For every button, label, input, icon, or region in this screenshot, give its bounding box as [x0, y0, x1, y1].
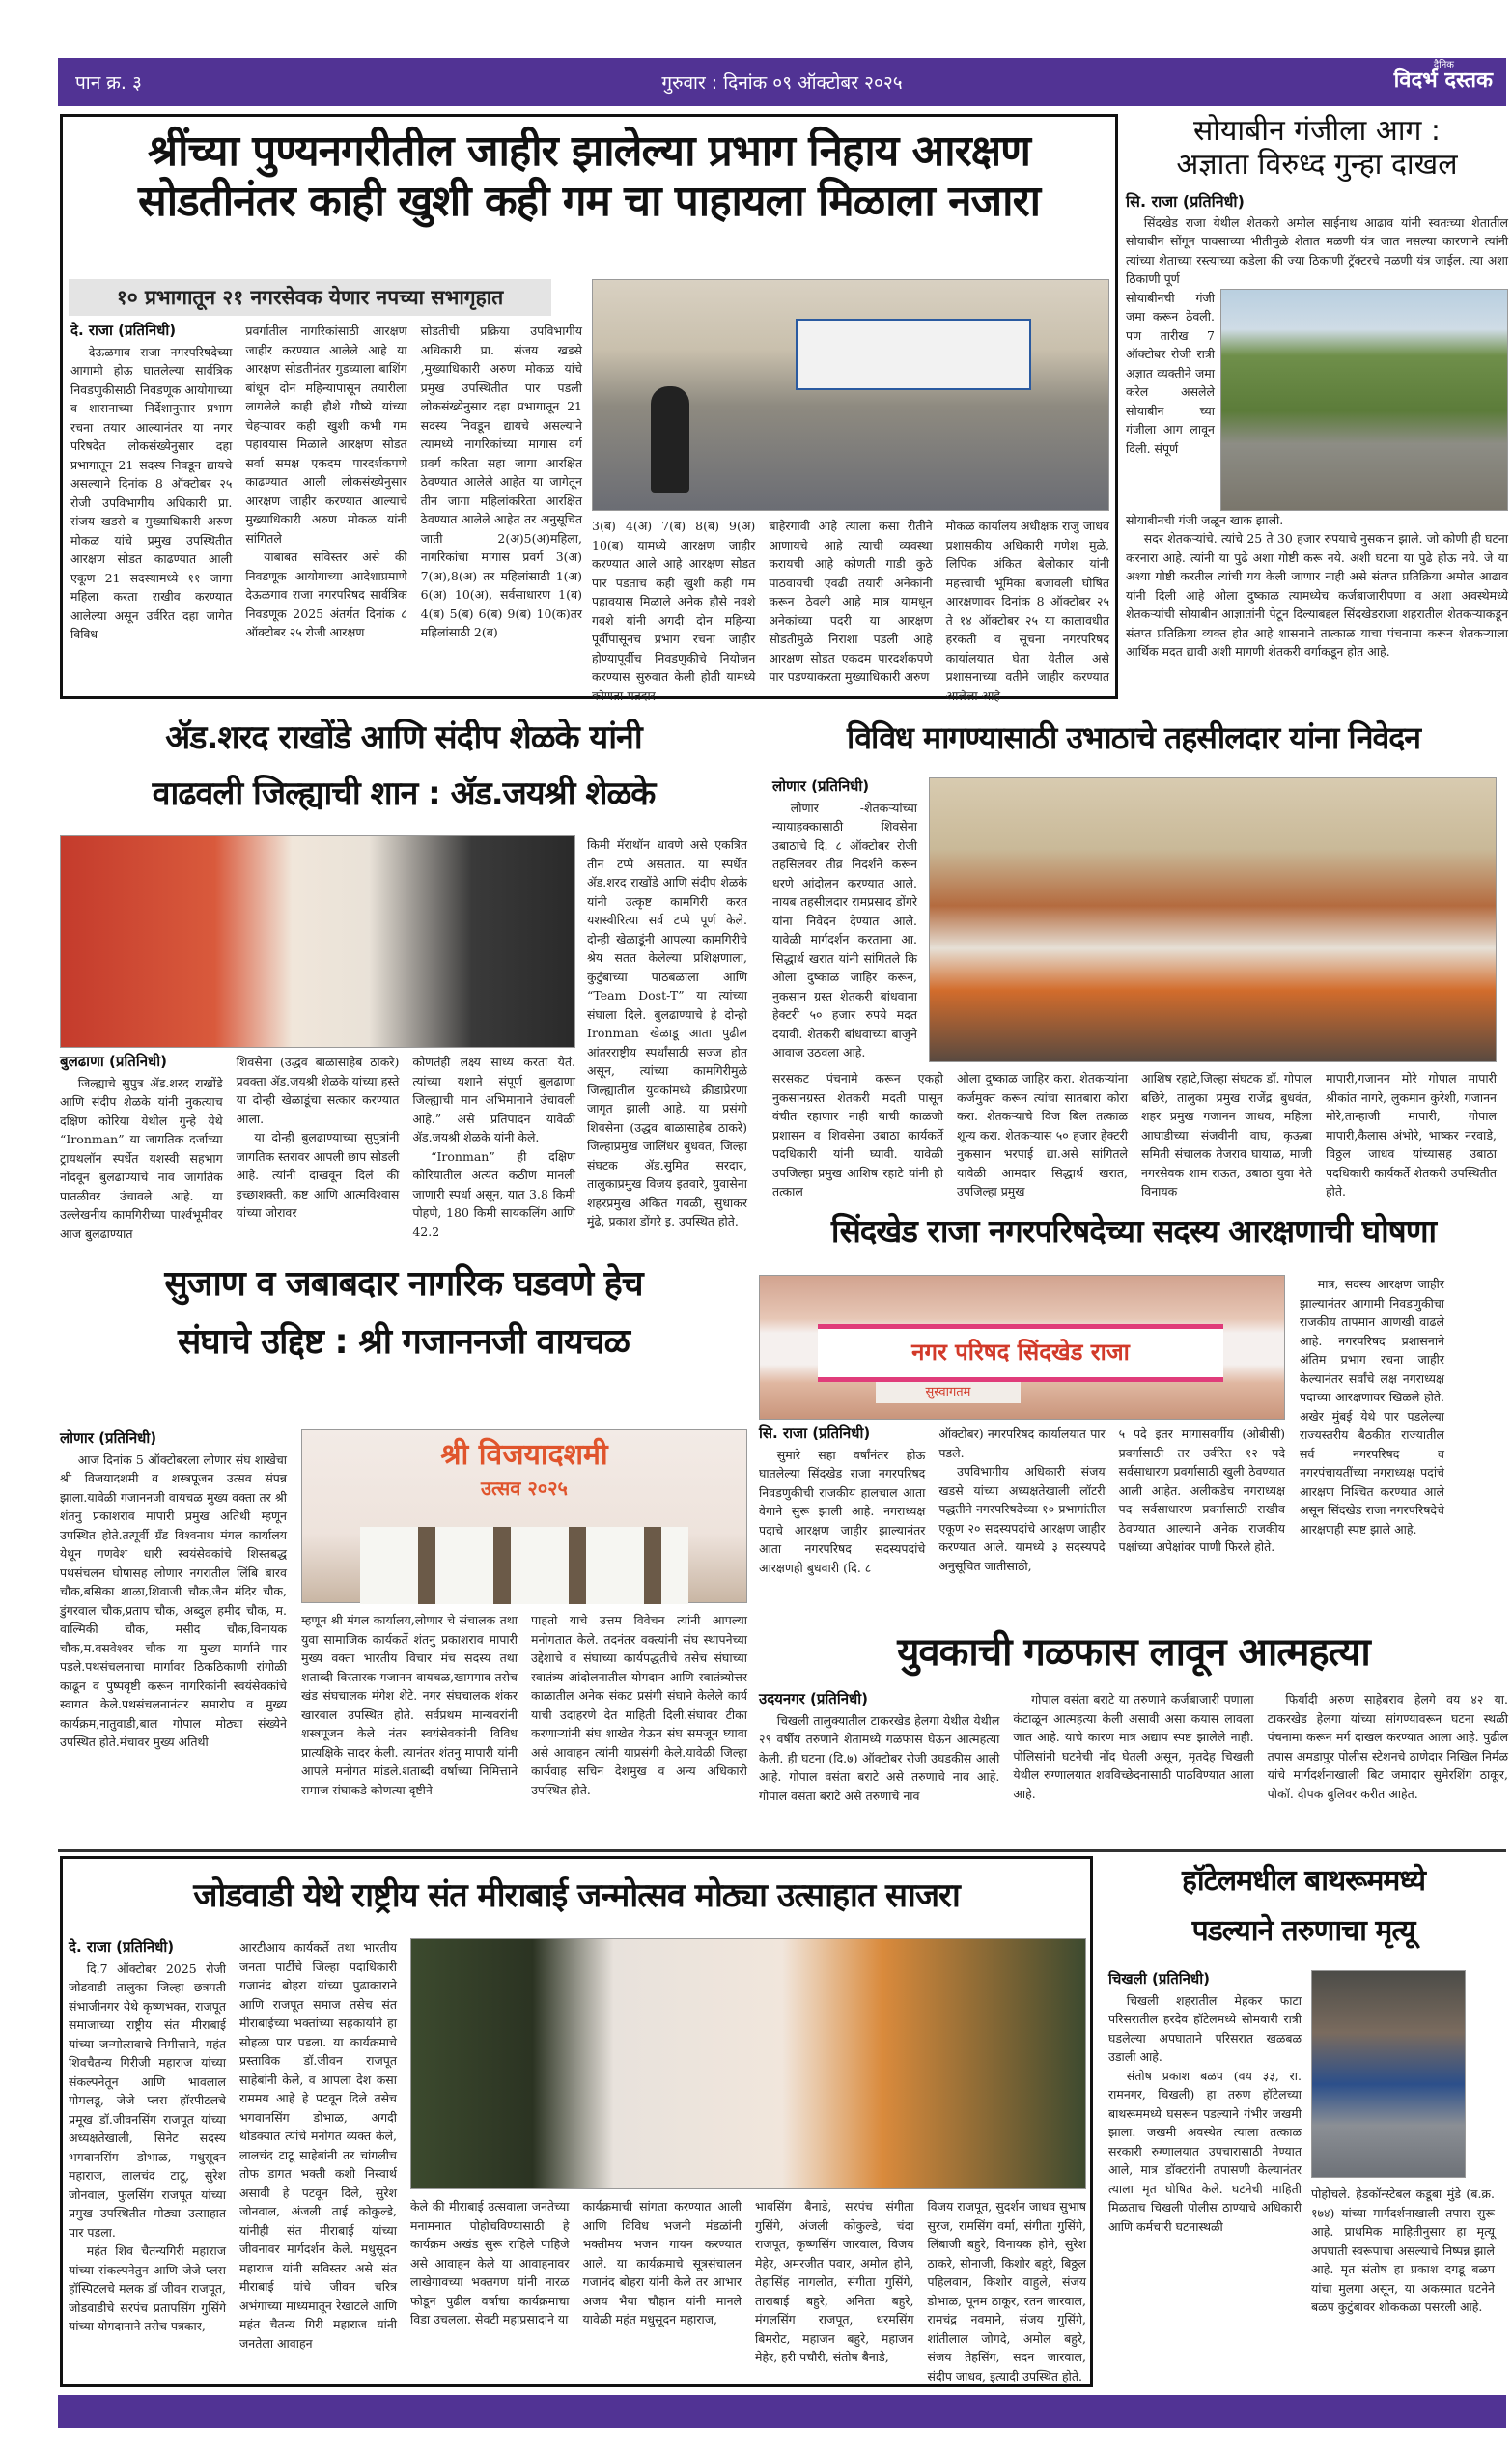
story1-dateline: दे. राजा (प्रतिनिधी) [70, 322, 177, 339]
story1-column-1 [70, 322, 232, 689]
story5-paragraph: म्हणून श्री मंगल कार्यालय,लोणार चे संचालक तथा युवा सामाजिक कार्यकर्ते शंतनु प्रकाशराव मापारी मुख्य वक्ता भारतीय विचार मंच सदस्य तथा शताब्दी विस्तारक गजानन वायचळ,खामगाव तसेच खंड संघचालक मंगेश शेटे. नगर संघचालक शंकर खारवाल उपस्थित होते. सर्वप्रथम मान्यवरांनी शस्त्रपूजन केले नंतर स्वयंसेवकांनी विविध प्रात्यक्षिके सादर केली. त्यानंतर शंतनु मापारी यांनी आपले मनोगत मांडले.शताब्दी वर्षाच्या निमित्ताने समाज संघाकडे कोणत्या दृष्टीने [301, 1613, 518, 1797]
story6-body [759, 1424, 1285, 1608]
story9-paragraph: संतोष प्रकाश बळप (वय ३३, रा. रामनगर, चिखली) हा तरुण हॉटेलच्या बाथरूममध्ये घसरून पडल्याने गंभीर जखमी झाला. जखमी अवस्थेत त्याला तत्काळ सरकारी रुग्णालयात उपचारासाठी नेण्यात आले, मात्र डॉक्टरांनी तपासणी केल्यानंतर त्याला मृत घोषित केले. घटनेची माहिती मिळताच चिखली पोलीस ठाण्याचे अधिकारी आणि कर्मचारी घटनास्थळी [1108, 2068, 1302, 2234]
story-ward-reservation [60, 114, 1118, 703]
story6-headline: सिंदखेड राजा नगरपरिषदेच्या सदस्य आरक्षणाची घोषणा [830, 1212, 1437, 1250]
logo-title: विदर्भ दस्तक [1393, 69, 1493, 93]
story5-column-3 [531, 1611, 747, 1804]
story-memorandum [759, 710, 1508, 1199]
story8-paragraph: भावसिंग बैनाडे, सरपंच संगीता गुसिंगे, अंजली कोकुल्डे, चंदा राजपूत, कृष्णसिंग जारवाल, विजय मेहेर, अमरजीत पवार, अमोल होने, तेहासिंह नागलोत, संगीता गुसिंगे, ताराबाई बहुरे, अनिता बहुरे, मंगलसिंग राजपूत, धरमसिंग बिमरोट, महाजन बहुरे, महाजन मेहेर, हरी पचौरी, संतोष बैनाडे, [755, 2199, 914, 2364]
story4-paragraph: मापारी,गजानन मोरे गोपाल मापारी श्रीकांत नागरे, लुकमान कुरेशी, गजानन मोरे,तान्हाजी मापारी, गोपाल मापारी,कैलास अंभोरे, भाष्कर नरवाडे, विठ्ठल जाधव यांच्यासह उबाठा पदधिकारी कार्यकर्ते शेतकरी उपस्थितीत होते. [1326, 1071, 1497, 1199]
story3-column-3 [412, 1053, 576, 1239]
story9-photo-victim [1311, 1970, 1466, 2178]
story1-headline-line1: श्रींच्या पुण्यनगरीतील जाहीर झालेल्या प्रभाग निहाय आरक्षण [148, 127, 1030, 176]
story9-headline-line1: हॉटेलमधील बाथरूममध्ये [1181, 1864, 1426, 1898]
story2-paragraph: सोयाबीनची गंजी जमा करून ठेवली. पण तारीख 7 ऑक्टोबर रोजी रात्री अज्ञात व्यक्तीने जमा करेल असलेले सोयाबीन च्या गंजीला आग लावून दिली. संपूर्ण [1126, 290, 1215, 456]
story5-headline-line1: सुजाण व जबाबदार नागरिक घडवणे हेच [164, 1264, 643, 1304]
story1-column-2 [245, 322, 406, 689]
story6-column-3 [1119, 1424, 1285, 1608]
story-soybean-fire [1126, 114, 1508, 699]
page-number: पान क्र. ३ [75, 72, 142, 94]
story2-headline-line1: सोयाबीन गंजीला आग : [1192, 114, 1442, 148]
story4-column-3 [1141, 1069, 1312, 1199]
photo-banner-subtitle: उत्सव २०२५ [481, 1477, 568, 1500]
issue-date: गुरुवार : दिनांक ०९ ऑक्टोबर २०२५ [661, 72, 903, 94]
story3-headline-line2: वाढवली जिल्ह्याची शान : ॲड.जयश्री शेळके [152, 775, 656, 813]
story1-column-3 [421, 322, 582, 689]
story1-paragraph: सोडतीची प्रक्रिया उपविभागीय अधिकारी प्रा. संजय खडसे ,मुख्याधिकारी अरुण मोकळ यांचे प्रमुख उपस्थितीत पार पडली लोकसंख्येनुसार दहा प्रभागातून 21 सदस्य निवडून द्यायचे असल्याने त्यामध्ये नागरिकांच्या मागास वर्ग प्रवर्ग करिता सहा जागा आरक्षित ठेवण्यात आलेले आहेत या जागेतून तीन जागा महिलांकरिता आरक्षित ठेवण्यात आलेले आहेत तर अनुसूचित जाती 2(अ)5(अ)महिला, नागरिकांचा मागास प्रवर्ग 3(अ) 7(अ),8(अ) तर महिलांसाठी 1(अ) 6(अ) 10(अ), सर्वसाधारण 1(ब) 4(ब) 5(ब) 6(ब) 9(ब) 10(क)तर महिलांसाठी 2(ब) [420, 324, 582, 639]
story7-paragraph: चिखली तालुक्यातील टाकरखेड हेलगा येथील येथील २९ वर्षीय तरुणाने शेतामध्ये गळफास घेऊन आत्महत्या केली. ही घटना (दि.७) ऑक्टोबर रोजी उघडकीस आली आहे. गोपाल वसंता बराटे असे तरुणाचे नाव आहे. गोपाल वसंता बराटे असे तरुणाचे नाव [759, 1712, 1000, 1803]
story5-photo-stage [301, 1429, 747, 1603]
story5-column-1 [60, 1429, 287, 1749]
story9-dateline: चिखली (प्रतिनिधी) [1108, 1970, 1210, 1988]
story8-paragraph: कार्यक्रमाची सांगता करण्यात आली आणि विविध भजनी मंडळांनी भक्तीमय भजन गायन करण्यात आले. या कार्यक्रमाचे सूत्रसंचालन गजानंद बोहरा यांनी केले तर आभार अजय भैया चौहान यांनी मानले यावेळी महंत मधुसूदन महाराज, [582, 2199, 742, 2327]
story1-paragraph: बाहेरगावी आहे त्याला कसा रीतीने आणायचे आहे त्याची व्यवस्था करायची आहे कोणती गाडी कुठे पाठवायची एवढी तयारी अनेकांनी करून ठेवली आहे मात्र यामधून अनेकांच्या पदरी या आरक्षण सोडतीमुळे निराशा पडली आहे आरक्षण सोडत एकदम पारदर्शकपणे पार पडण्याकरता मुख्याधिकारी अरुण [769, 519, 933, 684]
story4-intro [772, 777, 917, 1067]
story-hotel-death [1101, 1856, 1506, 2387]
story8-column-3 [410, 2197, 570, 2381]
story6-paragraph: ५ पदे इतर मागासवर्गीय (ओबीसी) प्रवर्गासाठी तर उर्वरित १२ पदे सर्वसाधारण प्रवर्गासाठी खुली ठेवण्यात आली आहेत. अलीकडेच नगराध्यक्ष पद सर्वसाधारण प्रवर्गासाठी राखीव ठेवण्यात आल्याने अनेक राजकीय पक्षांच्या अपेक्षांवर पाणी फिरले होते. [1118, 1426, 1285, 1554]
story4-column-1 [772, 1069, 943, 1199]
story2-media-row [1126, 289, 1508, 511]
story3-paragraph: किमी मॅराथॉन धावणे असे एकत्रित तीन टप्पे असतात. या स्पर्धेत ॲड.शरद राखोंडे आणि संदीप शेळके यांनी उत्कृष्ट कामगिरी करत यशस्वीरित्या सर्व टप्पे पूर्ण केले. दोन्ही खेळाडूंनी आपल्या कामगिरीचे श्रेय सतत केलेल्या प्रशिक्षणाला, कुटुंबाच्या पाठबळाला आणि “Team Dost-T” या त्यांच्या संघाला दिले. बुलढाण्याचे हे दोन्ही Ironman खेळाडू आता पुढील आंतरराष्ट्रीय स्पर्धांसाठी सज्ज होत असून, त्यांच्या कामगिरीमुळे जिल्ह्यातील युवकांमध्ये क्रीडाप्रेरणा जागृत झाली आहे. या प्रसंगी शिवसेना (उद्धव बाळासाहेब ठाकरे) जिल्हाप्रमुख जालिंधर बुधवत, जिल्हा संघटक ॲड.सुमित सरदार, तालुकाप्रमुख विजय इतवारे, युवासेना शहरप्रमुख अंकित गवळी, सुधाकर मुंढे, प्रकाश डोंगरे इ. उपस्थित होते. [587, 837, 747, 1228]
photo-banner-title: श्री विजयादशमी [440, 1438, 608, 1472]
story8-column-4 [583, 2197, 742, 2381]
masthead [58, 58, 1506, 106]
story6-paragraph: मात्र, सदस्य आरक्षण जाहीर झाल्यानंतर आगामी निवडणुकीचा राजकीय तापमान आणखी वाढले आहे. नगरपरिषद प्रशासनाने अंतिम प्रभाग रचना जाहीर केल्यानंतर सर्वांचे लक्ष नगराध्यक्ष पदाच्या आरक्षणावर खिळले होते. अखेर मुंबई येथे पार पडलेल्या राज्यस्तरीय बैठकीत राज्यातील सर्व नगरपरिषद व नगरपंचायतींच्या नगराध्यक्ष पदांचे आरक्षण निश्चित करण्यात आले असून सिंदखेड राजा नगरपरिषदेचे आरक्षणही स्पष्ट झाले आहे. [1300, 1277, 1444, 1537]
story1-photo-reservation-meeting [592, 279, 1109, 511]
story8-body-right [410, 2197, 1086, 2381]
story8-column-6 [928, 2197, 1087, 2381]
story2-headline-line2: अज्ञाता विरुध्द गुन्हा दाखल [1176, 148, 1458, 183]
story3-column-1 [60, 1053, 223, 1241]
story5-paragraph: आज दिनांक 5 ऑक्टोबरला लोणार संघ शाखेचा श्री विजयादशमी व शस्त्रपूजन उत्सव संपन्न झाला.यावेळी गजाननजी वायचळ मुख्य वक्ता तर श्री शंतनु प्रकाशराव मापारी प्रमुख अतिथी म्हणून उपस्थित होते.तत्पूर्वी ग्रँड विश्वनाथ मंगल कार्यालय येथून गणवेश धारी स्वयंसेवकांचे शिस्तबद्ध पथसंचलन घोषासह लोणार नगरातील लिंबि बारव चौक,बसिका शाळा,शिवाजी चौक,जैन मंदिर चौक, डुंगरवाल चौक,प्रताप चौक, अब्दुल हमीद चौक, म. वाल्मिकी चौक, मसीद चौक,विनायक चौक,म.बसवेश्वर चौक या मुख्य मार्गाने पार पडले.पथसंचलनाचा मार्गावर ठिकठिकाणी रांगोळी काढून व पुष्पवृष्टी करून नागरिकांनी स्वयंसेवकांचे स्वागत केले.पथसंचलनानंतर समारोप व मुख्य कार्यक्रम,नातुवाडी,बाल गोपाल मोठ्या संख्येने उपस्थित होते.मंचावर मुख्य अतिथी [60, 1452, 287, 1749]
story2-rest [1126, 511, 1508, 662]
story3-headline [60, 710, 747, 822]
story6-paragraph: ऑक्टोबर) नगरपरिषद कार्यालयात पार पडले. [938, 1426, 1106, 1460]
story6-dateline: सि. राजा (प्रतिनिधी) [759, 1424, 871, 1442]
story6-paragraph: सुमारे सहा वर्षांनंतर होऊ घातलेल्या सिंदखेड राजा नगरपरिषद निवडणुकीची राजकीय हालचाल आता वेगाने सुरू झाली आहे. नगराध्यक्ष पदाचे आरक्षण जाहीर झाल्यानंतर आता नगरपरिषद सदस्यपदांचे आरक्षणही बुधवारी (दि. ८ [759, 1447, 926, 1575]
story1-headline [63, 117, 1115, 227]
story8-column-1 [69, 1938, 226, 2383]
photo-banner [389, 1436, 659, 1519]
story2-photo-burnt-heap [1220, 289, 1508, 511]
story6-side-column [1300, 1275, 1444, 1608]
story8-paragraph: आरटीआय कार्यकर्ते तथा भारतीय जनता पार्टीचे जिल्हा पदाधिकारी गजानंद बोहरा यांच्या पुढाकाराने आणि राजपूत समाज तसेच संत मीराबाईच्या भक्तांच्या सहकार्याने हा सोहळा पार पडला. या कार्यक्रमाचे प्रस्ताविक डॉ.जीवन राजपूत साहेबांनी केले, व आपला देश कसा राममय आहे हे पटवून दिले तसेच भगवानसिंग डोभाळ, अगदी थोडक्यात त्यांचे मनोगत व्यक्त केले, लालचंद टाटू साहेबांनी तर चांगलीच तोफ डागत भक्ती कशी निस्वार्थ असावी हे पटवून दिले, सुरेश जोनवाल, अंजली ताई कोकुल्डे, यांनीही संत मीराबाई यांच्या जीवनावर मार्गदर्शन केले. मधुसूदन महाराज यांनी सविस्तर असे संत मीराबाई यांचे जीवन चरित्र अभंगाच्या माध्यमातून रेखाटले आणि महंत चैतन्य गिरी महाराज यांनी जनतेला आवाहन [239, 1940, 397, 2351]
story3-headline-line1: ॲड.शरद राखोंडे आणि संदीप शेळके यांनी [165, 719, 642, 757]
story9-column-1 [1108, 1970, 1302, 2385]
story4-photo-protest-group [929, 777, 1497, 1062]
story6-column-2 [938, 1424, 1105, 1608]
story8-column-2 [239, 1938, 397, 2383]
photo-welcome-sign: सुस्वागतम [876, 1382, 1021, 1403]
story1-column-4 [592, 517, 756, 703]
story9-column-2 [1311, 2185, 1495, 2378]
photo-seated-guests [360, 1527, 688, 1604]
story3-dateline: बुलढाणा (प्रतिनिधी) [60, 1053, 168, 1070]
story8-paragraph: दि.7 ऑक्टोबर 2025 रोजी जोडवाडी तालुका जिल्हा छत्रपती संभाजीनगर येथे कृष्णभक्त, राजपूत समाजाच्या राष्ट्रीय संत मीराबाई यांच्या जन्मोत्सवाचे निमीत्ताने, महंत शिवचैतन्य गिरीजी महाराज यांच्या संकल्पनेतून आणि भावलाल गोमलडू, जेजे प्लस हॉस्पीटलचे प्रमूख डॉ.जीवनसिंग राजपूत यांच्या अध्यक्षतेखाली, सिनेट सदस्य भगवानसिंग डोभाळ, मधुसूदन महाराज, लालचंद टाटू, सुरेश जोनवाल, फुलसिंग राजपूत यांच्या प्रमुख उपस्थितीत मोठ्या उत्साहात पार पडला. [69, 1960, 226, 2240]
story8-body-left [69, 1938, 397, 2383]
story4-column-4 [1326, 1069, 1497, 1199]
story7-column-3 [1268, 1690, 1508, 1814]
story8-photo-celebration [410, 1938, 1086, 2189]
story7-column-2 [1013, 1690, 1253, 1814]
story1-body-right [592, 517, 1109, 703]
story7-dateline: उदयनगर (प्रतिनिधी) [759, 1690, 869, 1707]
story3-body-left [60, 1053, 576, 1241]
story2-side-text [1126, 289, 1215, 511]
story-youth-suicide [759, 1622, 1508, 1816]
story4-headline: विविध मागण्यासाठी उभाठाचे तहसीलदार यांना निवेदन [846, 719, 1421, 756]
story3-paragraph: कोणतंही लक्ष्य साध्य करता येतं. त्यांच्या यशाने संपूर्ण बुलढाणा जिल्ह्याची मान अभिमानाने उंचावली आहे.” असे प्रतिपादन यावेळी ॲड.जयश्री शेळके यांनी केले. [412, 1055, 576, 1144]
story2-intro [1126, 213, 1508, 289]
story4-paragraph: ओला दुष्काळ जाहिर करा. शेतकऱ्यांना कर्जमुक्त करून त्यांचा सातबारा कोरा करा. शेतकऱ्याचे विज बिल तत्काळ शून्य करा. शेतकऱ्यास ५० हजार हेक्टरी नुकसान भरपाई द्या.असे सांगितले यावेळी आमदार सिद्धार्थ खरात, उपजिल्हा प्रमुख [957, 1071, 1128, 1199]
story5-headline-line2: संघाचे उद्दिष्ट : श्री गजाननजी वायचळ [178, 1322, 630, 1362]
story-sindkhedraja-reservation [759, 1202, 1508, 1608]
section-divider [58, 1849, 1506, 1852]
story1-subhead: १० प्रभागातून २१ नगरसेवक येणार नपच्या सभागृहात [69, 279, 551, 316]
story3-paragraph: शिवसेना (उद्धव बाळासाहेब ठाकरे) प्रवक्ता ॲड.जयश्री शेळके यांच्या हस्ते या दोन्ही खेळाडूंचा सत्कार करण्यात आला. [236, 1055, 400, 1126]
newspaper-logo [1394, 61, 1493, 92]
story6-paragraph: उपविभागीय अधिकारी संजय खडसे यांच्या अध्यक्षतेखाली लॉटरी पद्धतीने नगरपरिषदेच्या १० प्रभागांतील एकूण २० सदस्यपदांचे आरक्षण जाहीर करण्यात आले. यामध्ये ३ सदस्यपदे अनुसूचित जातीसाठी, [938, 1464, 1106, 1573]
story1-headline-line2: सोडतीनंतर काही खुशी कही गम चा पाहायला मिळाला नजारा [138, 176, 1040, 226]
story5-body-lower [301, 1611, 747, 1804]
story3-paragraph: “Ironman” ही दक्षिण कोरियातील अत्यंत कठीण मानली जाणारी स्पर्धा असून, यात 3.8 किमी पोहणे, 180 किमी सायकलिंग आणि 42.2 [412, 1148, 576, 1239]
story2-paragraph: सदर शेतकऱ्यांचे. त्यांचे 25 ते 30 हजार रुपयाचे नुसकान झाले. जो कोणी ही घटना करनारा आहे. त्यांनी या पुढे अशा गोष्टी करू नये. अशी घटना या पुढे होऊ नये. जे या अश्या गोष्टी करतील त्यांची गय केली जाणार नाही असे संतप्त प्रतिक्रिया अमोल आढाव यांनी दिली आहे ओला दुष्काळ त्यामध्येच कर्जबाजारीपणा व अशा अवस्थेमध्ये शेतकऱ्यांची सोयाबीन आज्ञातांनी पेटून दिल्याबद्दल सिंदखेडराजा शहरातील शेतकऱ्याकडून संतप्त प्रतिक्रिया व्यक्त होत आहे शासनाने तात्काळ याचा पंचनामा करून शेतकऱ्याला आर्थिक मदत द्यावी अशी मागणी शेतकरी वर्गाकडून होत आहे. [1126, 531, 1508, 660]
story5-paragraph: पाहतो याचे उत्तम विवेचन त्यांनी आपल्या मनोगतात केले. तदनंतर वक्त्यांनी संघ स्थापनेच्या उद्देशाचे व संघाच्या कार्यपद्धतीचे तसेच संघाच्या स्वातंत्र्य आंदोलनातील योगदान आणि स्वातंत्र्योत्तर काळातील अनेक संकट प्रसंगी संघाने केलेले कार्य याची उदाहरणे देत माहिती दिली.संघावर टीका करणाऱ्यांनी संघ शाखेत येऊन संघ समजून घ्यावा असे आवाहन त्यांनी याप्रसंगी केले.यावेळी जिल्हा कार्यवाह सचिन देशमुख व अन्य अधिकारी उपस्थित होते. [531, 1613, 747, 1797]
story2-headline [1126, 114, 1508, 183]
story7-body [759, 1690, 1508, 1814]
logo-small-text: दैनिक [1433, 60, 1454, 71]
story8-dateline: दे. राजा (प्रतिनिधी) [69, 1938, 175, 1956]
story7-headline: युवकाची गळफास लावून आत्महत्या [897, 1630, 1370, 1675]
story7-paragraph: फिर्यादी अरुण साहेबराव हेलगे वय ४२ या. टाकरखेड हेलगा यांच्या सांगण्यावरून घटना स्थळी पंचनामा करून मर्ग दाखल करण्यात आला आहे. पुढील तपास अमडापुर पोलीस स्टेशनचे ठाणेदार निखिल निर्मळ यांचे मार्गदर्शनाखाली बिट जमादार सुमेरशिंग ठाकूर, पोकॉ. दीपक बुलिवर करीत आहेत. [1267, 1692, 1508, 1801]
story4-body [772, 1069, 1497, 1199]
story1-body-left [70, 322, 582, 689]
story3-column-4 [587, 835, 747, 1227]
story6-column-1 [759, 1424, 925, 1608]
story5-column-2 [301, 1611, 518, 1804]
story8-column-5 [755, 2197, 914, 2381]
photo-banner [796, 319, 1031, 390]
story-ironman [60, 710, 747, 1241]
story2-paragraph: सिंदखेड राजा येथील शेतकरी अमोल साईनाथ आढाव यांनी स्वतःच्या शेतातील सोयाबीन सोंगून पावसाच्या भीतीमुळे शेतात मळणी यंत्र जात नसल्या कारणाने त्यांनी त्यांच्या शेताच्या रस्त्याच्या कडेला की ज्या ठिकाणी ट्रॅक्टरचे मळणी यंत्र जाईल. त्या अशा ठिकाणी पूर्ण [1126, 214, 1508, 287]
story1-paragraph: मोकळ कार्यालय अधीक्षक राजु जाधव प्रशासकीय अधिकारी गणेश मुळे, लिपिक अंकित बेलोकार यांनी महत्त्वाची भूमिका बजावली घोषित आरक्षणावर दिनांक 8 ऑक्टोबर २५ ते १४ ऑक्टोबर २५ या कालावधीत हरकती व सूचना नगरपरिषद कार्यालयात घेता येतील असे प्रशासनाच्या वतीने जाहीर करण्यात आलेला आहे [945, 519, 1109, 703]
story3-photo-felicitation [60, 835, 575, 1048]
story-meerabai-jayanti [60, 1856, 1093, 2387]
photo-signboard: नगर परिषद सिंदखेड राजा [818, 1324, 1223, 1382]
story9-paragraph: पोहोचले. हेडकॉन्स्टेबल कडूबा मुंडे (ब.क्र. १७४) यांच्या मार्गदर्शनाखाली तपास सुरू आहे. प्राथमिक माहितीनुसार हा मृत्यू अपघाती स्वरूपाचा असल्याचे निष्पन्न झाले आहे. मृत संतोष हा प्रकाश दगडू बळप यांचा मुलगा असून, या अकस्मात घटनेने बळप कुटुंबावर शोककळा पसरली आहे. [1311, 2186, 1495, 2314]
story2-dateline: सि. राजा (प्रतिनिधी) [1126, 191, 1245, 211]
story1-paragraph: याबाबत सविस्तर असे की निवडणूक आयोगाच्या आदेशाप्रमाणे देऊळगाव राजा नगरपरिषद सार्वत्रिक निवडणूक 2025 अंतर्गत दिनांक ८ ऑक्टोबर २५ रोजी आरक्षण [245, 550, 407, 639]
story4-dateline: लोणार (प्रतिनिधी) [772, 777, 870, 795]
story5-dateline: लोणार (प्रतिनिधी) [60, 1429, 157, 1447]
story5-headline [60, 1255, 747, 1371]
story4-paragraph: सरसकट पंचनामे करून एकही नुकसानग्रस्त शेतकरी मदती पासून वंचीत रहाणार नाही याची काळजी प्रशासन व शिवसेना उबाठा कार्यकर्ते पदधिकारी यांनी घ्यावी. यावेळी उपजिल्हा प्रमुख आशिष रहाटे यांनी ही तत्काल [772, 1071, 943, 1199]
story8-paragraph: महंत शिव चैतन्यगिरी महाराज यांच्या संकल्पनेतुन आणि जेजे प्लस हॉस्पिटलचे मलक डॉ जीवन राजपूत, जोडवाडीचे सरपंच प्रतापसिंग गुसिंगे यांच्या योगदानाने तसेच पत्रकार, [69, 2243, 226, 2333]
story8-paragraph: केले की मीराबाई उत्सवाला जनतेच्या मनामनात पोहोचविण्यासाठी हे कार्यक्रम अखंड सुरू राहिले पाहिजे असे आवाहन केले या आवाहनावर लाखेगावच्या भक्तगण यांनी नारळ फोडून पुढील वर्षाचा कार्यक्रमाचा विडा उचलला. सेवटी महाप्रसादाने या [410, 2199, 570, 2327]
story3-column-2 [237, 1053, 400, 1227]
story9-headline-line2: पडल्याने तरुणाचा मृत्यू [1191, 1914, 1415, 1948]
story1-paragraph: 3(ब) 4(अ) 7(ब) 8(ब) 9(अ) 10(ब) यामध्ये आरक्षण जाहीर करण्यात आले आहे आरक्षण सोडत पार पडताच कही खुशी कही गम पहावयास मिळाले अनेक हौसे नवशे गवशे यांनी अगदी दोन महिन्या पूर्वीपासूनच प्रभाग रचना जाहीर होण्यापूर्वीच निवडणुकीचे नियोजन करण्यास सुरुवात केली होती यामध्ये कोणता मतदार [592, 519, 756, 703]
footer-bar [58, 2395, 1506, 2428]
story4-paragraph: लोणार -शेतकऱ्यांच्या न्यायाहक्कासाठी शिवसेना उबाठाचे दि. ८ ऑक्टोबर रोजी तहसिलवर तीव्र निदर्शने करून धरणे आंदोलन करण्यात आले. नायब तहसीलदार रामप्रसाद डोंगरे यांना निवेदन देण्यात आले. यावेळी मार्गदर्शन करताना आ. सिद्धार्थ खरात यांनी सांगितले कि ओला दुष्काळ जाहिर करून, नुकसान ग्रस्त शेतकरी बांधवाना हेक्टरी ५० हजार रुपये मदत दयावी. शेतकरी बांधवाच्या बाजुने आवाज उठवला आहे. [772, 800, 917, 1059]
story2-paragraph: सोयाबीनची गंजी जळून खाक झाली. [1126, 512, 1284, 527]
story4-paragraph: आशिष रहाटे,जिल्हा संघटक डॉ. गोपाल बछिरे, तालुका प्रमुख राजेंद्र बुधवंत, शहर प्रमुख गजानन जाधव, महिला आघाडीच्या संजवीनी वाघ, कृऊबा समिती संचालक तेजराव घायाळ, माजी नगरसेवक शाम राऊत, उबाठा युवा नेते विनायक [1141, 1071, 1312, 1199]
story3-paragraph: जिल्ह्याचे सुपुत्र ॲड.शरद राखोंडे आणि संदीप शेळके यांनी नुकत्याच दक्षिण कोरिया येथील गुन्हे येथे “Ironman” या जागतिक दर्जाच्या ट्रायथलॉन स्पर्धेत यशस्वी सहभाग नोंदवून बुलढाण्याचे नाव जागतिक पातळीवर उंचावले आहे. या उल्लेखनीय कामगिरीच्या पार्श्वभूमीवर आज बुलढाण्यात [60, 1075, 223, 1241]
story7-paragraph: गोपाल वसंता बराटे या तरुणाने कर्जबाजारी पणाला कंटाळून आत्महत्या केली असावी असा कयास लावला जात आहे. याचे कारण मात्र अद्याप स्पष्ट झालेले नाही. पोलिसांनी घटनेची नोंद घेतली असून, मृतदेह चिखली येथील रुग्णालयात शवविच्छेदनासाठी पाठविण्यात आला आहे. [1013, 1692, 1254, 1801]
story4-column-2 [957, 1069, 1128, 1199]
photo-figure [651, 386, 689, 493]
story6-photo-council-building [759, 1275, 1285, 1420]
story7-column-1 [759, 1690, 999, 1814]
story1-column-5 [769, 517, 932, 691]
story1-paragraph: देऊळगाव राजा नगरपरिषदेच्या आगामी होऊ घातलेल्या सार्वत्रिक निवडणुकीसाठी निवडणूक आयोगाच्या व शासनाच्या निर्देशानुसार प्रभाग रचना तयार आल्यानंतर या नगर परिषदेत लोकसंख्येनुसार दहा प्रभागातून 21 सदस्य निवडून द्यायचे असल्याने दिनांक 8 ऑक्टोबर २५ रोजी उपविभागीय अधिकारी प्रा. संजय खडसे व मुख्याधिकारी अरुण मोकळ यांचे प्रमुख उपस्थितीत आरक्षण सोडत काढण्यात आली एकूण 21 सदस्यामध्ये ११ जागा महिला करता राखीव करण्यात आलेल्या असून उर्वरित दहा जागेत विविध [70, 344, 233, 641]
story9-paragraph: चिखली शहरातील मेहकर फाटा परिसरातील हरदेव हॉटेलमध्ये सोमवारी रात्री घडलेल्या अपघाताने परिसरात खळबळ उडाली आहे. [1108, 1992, 1302, 2064]
story3-paragraph: या दोन्ही बुलढाण्याच्या सुपुत्रांनी जागतिक स्तरावर आपली छाप सोडली आहे. त्यांनी दाखवून दिलं की इच्छाशक्ती, कष्ट आणि आत्मविश्वास यांच्या जोरावर [236, 1130, 400, 1220]
story1-paragraph: प्रवर्गातील नागरिकांसाठी आरक्षण जाहीर करण्यात आलेले आहे या आरक्षण सोडतीनंतर गुडघ्याला बाशिंग बांधून दोन महिन्यापासून तयारीला लागलेले काही हौशे गौष्ये यांच्या चेहऱ्यावर कही खुशी कभी गम पहावयास मिळाले आरक्षण सोडत सर्वा समक्ष एकदम पारदर्शकपणे काढण्यात आली लोकसंख्येनुसार आरक्षण जाहीर करण्यात आल्याचे मुख्याधिकारी अरुण मोकळ यांनी सांगितले [245, 324, 407, 546]
story9-headline [1101, 1856, 1506, 1957]
story1-column-6 [945, 517, 1109, 703]
story8-headline: जोडवाडी येथे राष्ट्रीय संत मीराबाई जन्मोत्सव मोठ्या उत्साहात साजरा [193, 1876, 960, 1915]
story8-paragraph: विजय राजपूत, सुदर्शन जाधव सुभाष सुरज, रामसिंग वर्मा, संगीता गुसिंगे, लिंबाजी बहुरे, विनायक होने, सुरेश ठाकरे, सोनाजी, किशोर बहुरे, बिठ्ठल पहिलवान, किशोर वाहुले, संजय डोभाळ, पूनम ठाकूर, रतन जारवाल, रामचंद्र नवमाने, संजय गुसिंगे, शांतीलाल जोगदे, अमोल बहुरे, संजय तेहसिंग, सदन जारवाल, संदीप जाधव, इत्यादी उपस्थित होते. [927, 2199, 1086, 2383]
